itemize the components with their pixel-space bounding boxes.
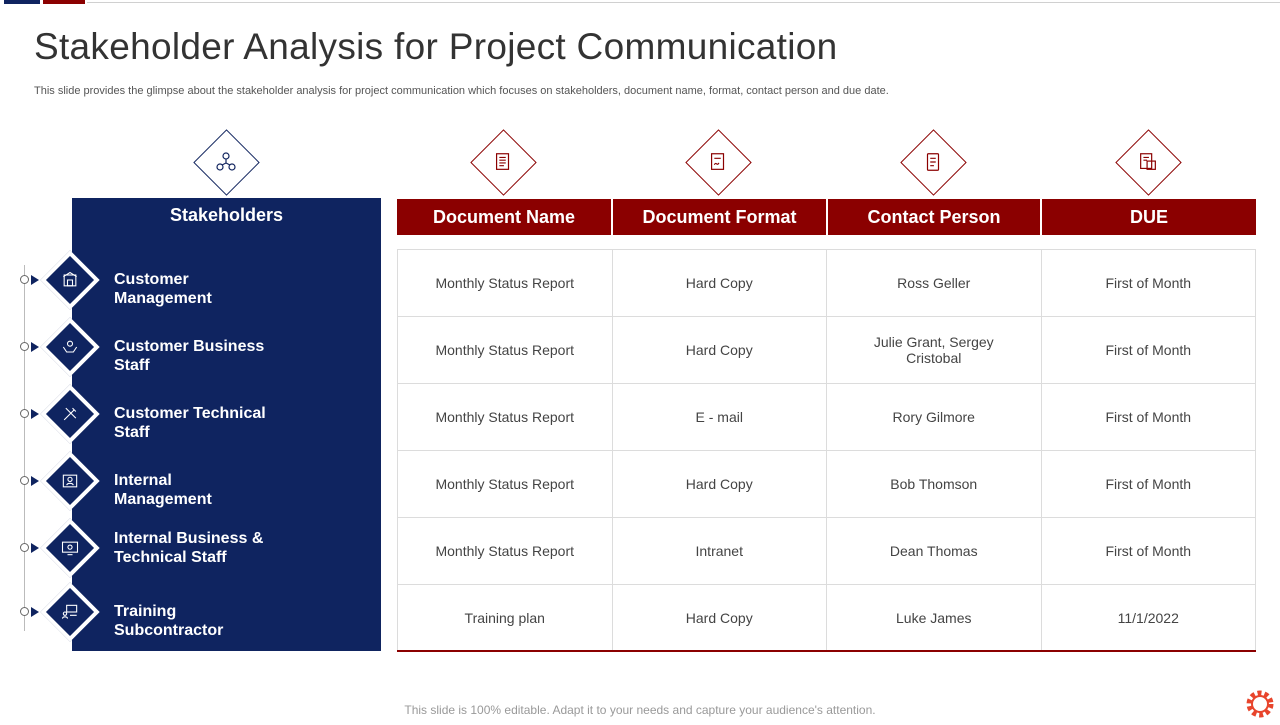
timeline-arrow-icon xyxy=(31,342,39,352)
footer-note: This slide is 100% editable. Adapt it to your needs and capture your audience's attention. xyxy=(404,703,876,717)
table-row xyxy=(398,518,1256,585)
table-cell: First of Month xyxy=(1041,518,1256,585)
table-cell: Ross Geller xyxy=(827,250,1042,317)
timeline-node xyxy=(20,607,29,616)
document-icon xyxy=(488,147,518,177)
computer-gear-icon xyxy=(58,536,82,560)
table-cell: First of Month xyxy=(1041,317,1256,384)
table-bottom-rule xyxy=(397,650,1256,652)
column-header-contact-person: Contact Person xyxy=(828,199,1040,235)
timeline-line xyxy=(24,265,25,631)
table-cell: Monthly Status Report xyxy=(398,384,613,451)
page-subtitle: This slide provides the glimpse about the stakeholder analysis for project communication which focuses on stakeholders, document name, format, contact person and due date. xyxy=(34,85,889,97)
timeline-arrow-icon xyxy=(31,607,39,617)
table-cell: First of Month xyxy=(1041,451,1256,518)
table-cell: Intranet xyxy=(612,518,827,585)
stakeholder-label: Training Subcontractor xyxy=(114,603,224,639)
tools-icon xyxy=(58,402,82,426)
table-cell: Monthly Status Report xyxy=(398,317,613,384)
table-cell: E - mail xyxy=(612,384,827,451)
stakeholder-label: Customer Technical Staff xyxy=(114,405,266,441)
table-row xyxy=(398,317,1256,384)
building-icon xyxy=(58,268,82,292)
hands-gear-icon xyxy=(58,335,82,359)
training-icon xyxy=(58,600,82,624)
table-cell: Hard Copy xyxy=(612,250,827,317)
communication-table xyxy=(397,249,1256,652)
stakeholders-header: Stakeholders xyxy=(169,205,284,225)
timeline-arrow-icon xyxy=(31,275,39,285)
calendar-doc-icon xyxy=(1133,147,1163,177)
table-cell: Hard Copy xyxy=(612,317,827,384)
stakeholder-label: Customer Management xyxy=(114,271,212,307)
contact-card-icon xyxy=(918,147,948,177)
timeline-node xyxy=(20,543,29,552)
timeline-node xyxy=(20,476,29,485)
table-row xyxy=(398,250,1256,317)
network-people-icon xyxy=(211,147,241,177)
timeline-arrow-icon xyxy=(31,476,39,486)
manager-icon xyxy=(58,469,82,493)
column-header-document-format: Document Format xyxy=(613,199,826,235)
table-cell: Hard Copy xyxy=(612,451,827,518)
timeline-node xyxy=(20,409,29,418)
stakeholder-label: Customer Business Staff xyxy=(114,338,265,374)
page-title: Stakeholder Analysis for Project Communication xyxy=(34,26,838,67)
table-cell: Training plan xyxy=(398,585,613,652)
accent-bar-navy xyxy=(4,0,40,4)
timeline-node xyxy=(20,342,29,351)
timeline-arrow-icon xyxy=(31,543,39,553)
stakeholder-label: Internal Management xyxy=(114,472,212,508)
table-cell: Monthly Status Report xyxy=(398,250,613,317)
table-row xyxy=(398,384,1256,451)
table-cell: Rory Gilmore xyxy=(827,384,1042,451)
gear-icon xyxy=(1244,688,1276,725)
stakeholder-label: Internal Business & Technical Staff xyxy=(114,530,264,566)
table-cell: Hard Copy xyxy=(612,585,827,652)
table-cell: Luke James xyxy=(827,585,1042,652)
table-cell: Monthly Status Report xyxy=(398,451,613,518)
table-row xyxy=(398,585,1256,652)
table-cell: Monthly Status Report xyxy=(398,518,613,585)
timeline-node xyxy=(20,275,29,284)
timeline-arrow-icon xyxy=(31,409,39,419)
table-cell: Julie Grant, Sergey Cristobal xyxy=(827,317,1042,384)
column-header-due: DUE xyxy=(1042,199,1256,235)
column-header-document-name: Document Name xyxy=(397,199,611,235)
table-cell: Dean Thomas xyxy=(827,518,1042,585)
table-cell: First of Month xyxy=(1041,250,1256,317)
contract-icon xyxy=(703,147,733,177)
table-row xyxy=(398,451,1256,518)
table-cell: Bob Thomson xyxy=(827,451,1042,518)
table-cell: 11/1/2022 xyxy=(1041,585,1256,652)
top-rule xyxy=(87,2,1280,3)
table-cell: First of Month xyxy=(1041,384,1256,451)
accent-bar-red xyxy=(43,0,85,4)
